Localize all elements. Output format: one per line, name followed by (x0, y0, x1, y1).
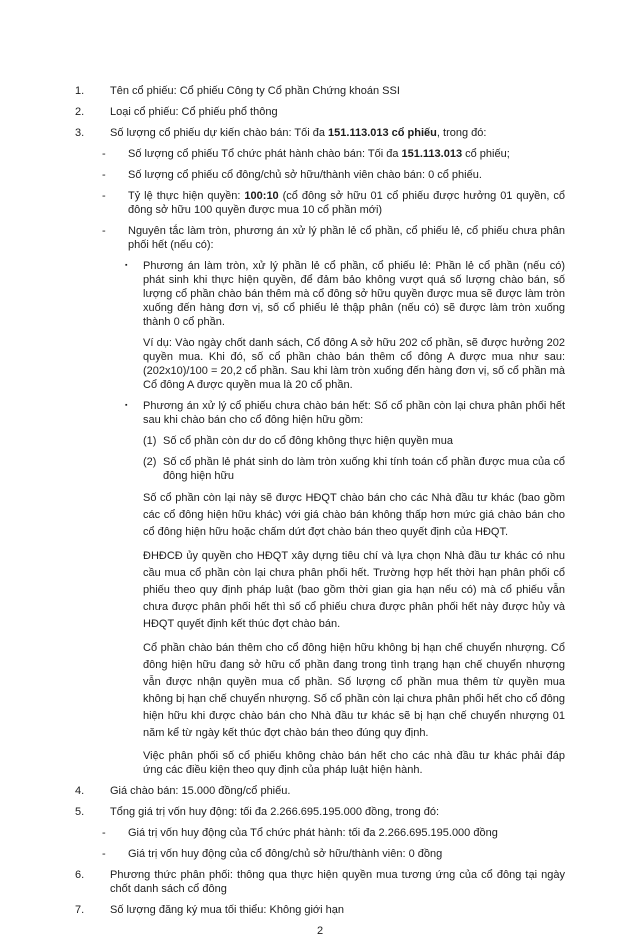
item-text: Số cổ phần lẻ phát sinh do làm tròn xuống khi tính toán cổ phần được mua của cổ đông hiện hữu (163, 456, 565, 482)
item-text: Số lượng cổ phiếu cổ đông/chủ sở hữu/thành viên chào bán: 0 cổ phiếu. (128, 169, 482, 181)
paragraph: Cổ phần chào bán thêm cho cổ đông hiện hữu không bị hạn chế chuyển nhượng. Cổ đông hiện hữu đang sở hữu cổ phần đang trong tình trạng hạn chế chuyển nhượng vẫn được nhận quyền mua cổ phần. Số lượng cổ phần mua thêm từ quyền mua không bị hạn chế chuyển nhượng. Số cổ phần còn lại chưa phân phối hết cho cổ đông hiện hữu khi được chào bán cho Nhà đầu tư khác sẽ bị hạn chế chuyển nhượng 01 năm kể từ ngày kết thúc đợt chào bán theo đúng quy định. (143, 642, 565, 739)
dash-marker: - (102, 827, 106, 839)
paragraph: ĐHĐCĐ ủy quyền cho HĐQT xây dựng tiêu chí và lựa chọn Nhà đầu tư khác có nhu cầu mua cổ phần còn lại chưa phân phối hết. Trường hợp hết thời hạn phân phối cổ phiếu theo quy định pháp luật (bao gồm thời gian gia hạn nếu có) mà cổ phiếu vẫn chưa được phân phối hết thì số cổ phiếu chưa được phân phối hết này được hủy và HĐQT quyết định kết thúc đợt chào bán. (143, 550, 565, 630)
dash-marker: - (102, 148, 106, 160)
dash-item (102, 224, 565, 252)
item-text: Số lượng đăng ký mua tối thiểu: Không giới hạn (110, 904, 344, 916)
dash-marker: - (102, 190, 106, 202)
dash-marker: - (102, 225, 106, 237)
numbered-sub-item (143, 434, 565, 448)
item-text: Giá trị vốn huy động của cổ đông/chủ sở hữu/thành viên: 0 đồng (128, 848, 443, 860)
sub-item-number: (1) (143, 435, 157, 447)
item-text: Phương án làm tròn, xử lý phần lẻ cổ phần, cổ phiếu lẻ: Phần lẻ cổ phần (nếu có) phát sinh khi thực hiện quyền, để đảm bảo không vượt quá số lượng chào bán, số lượng cổ phần chào bán thêm mà cổ đông sở hữu quyền được mua sẽ được làm tròn xuống đến hàng đơn vị, số cổ phiếu lẻ thập phân (nếu có) sẽ được làm tròn xuống thành 0 cổ phần. (143, 260, 565, 328)
item-text: Số cổ phần còn dư do cổ đông không thực hiện quyền mua (163, 435, 453, 447)
item-text (128, 189, 565, 217)
page-number: 2 (316, 925, 324, 937)
item-number: 5. (75, 806, 85, 818)
text-segment: Tỷ lệ thực hiện quyền: (128, 190, 245, 202)
list-item-3 (75, 126, 565, 140)
numbered-sub-item (143, 455, 565, 483)
bullet-item (125, 259, 565, 329)
bullet-item (125, 399, 565, 427)
item-number: 4. (75, 785, 85, 797)
text-segment: , trong đó: (436, 127, 487, 139)
dash-marker: - (102, 848, 106, 860)
example-paragraph: Ví dụ: Vào ngày chốt danh sách, Cổ đông A sở hữu 202 cổ phần, sẽ được hưởng 202 quyền mua. Khi đó, số cổ phần chào bán thêm cổ đông A được mua như sau: (202x10)/100 = 20,2 cổ phần. Sau khi làm tròn xuống đến hàng đơn vị, số cổ phần mà Cổ đông A được quyền mua là 20 cổ phần. (143, 337, 565, 391)
square-bullet-icon: ▪ (125, 402, 128, 409)
square-bullet-icon: ▪ (125, 262, 128, 269)
item-number: 3. (75, 127, 85, 139)
item-number: 7. (75, 904, 85, 916)
dash-item (102, 168, 565, 182)
list-item-6 (75, 868, 565, 896)
item-text: Loại cổ phiếu: Cổ phiếu phổ thông (110, 106, 278, 118)
item-text: Giá trị vốn huy động của Tổ chức phát hành: tối đa 2.266.695.195.000 đồng (128, 827, 498, 839)
text-segment: (cổ đông sở hữu 01 cổ phiếu được hưởng 01 quyền, cổ đông sở hữu 100 quyền được mua 10 cổ phần mới) (128, 190, 565, 216)
dash-marker: - (102, 169, 106, 181)
item-text: Tên cổ phiếu: Cổ phiếu Công ty Cổ phần Chứng khoán SSI (110, 85, 400, 97)
item-text: Phương thức phân phối: thông qua thực hiện quyền mua tương ứng của cổ đông tại ngày chốt danh sách cổ đông (110, 869, 565, 895)
dash-item (102, 847, 565, 861)
item-text: Phương án xử lý cổ phiếu chưa chào bán hết: Số cổ phần còn lại chưa phân phối hết sau khi chào bán cho cổ đông hiện hữu gồm: (143, 400, 565, 426)
bold-value: 151.113.013 cổ phiếu (328, 127, 437, 139)
item-text: Nguyên tắc làm tròn, phương án xử lý phần lẻ cổ phần, cổ phiếu lẻ, cổ phiếu chưa phân phối hết (nếu có): (128, 225, 565, 251)
list-item-5 (75, 805, 565, 819)
list-item-4 (75, 784, 565, 798)
item-number: 2. (75, 106, 85, 118)
dash-item (102, 826, 565, 840)
item-number: 6. (75, 869, 85, 881)
dash-item (102, 189, 565, 217)
dash-item (102, 147, 565, 161)
list-item-1 (75, 84, 565, 98)
paragraph: Việc phân phối số cổ phiếu không chào bán hết cho các nhà đầu tư khác phải đáp ứng các điều kiện theo quy định của pháp luật hiện hành. (143, 750, 565, 776)
item-text: Giá chào bán: 15.000 đồng/cổ phiếu. (110, 785, 291, 797)
text-segment: Số lượng cổ phiếu dự kiến chào bán: Tối đa (110, 127, 329, 139)
item-text (110, 126, 565, 140)
list-item-2 (75, 105, 565, 119)
text-segment: cổ phiếu; (462, 148, 510, 160)
item-number: 1. (75, 85, 85, 97)
item-text (128, 147, 565, 161)
bold-value: 100:10 (244, 190, 279, 202)
item-text: Tổng giá trị vốn huy động: tối đa 2.266.695.195.000 đồng, trong đó: (110, 806, 440, 818)
bold-value: 151.113.013 (401, 148, 463, 160)
text-segment: Số lượng cổ phiếu Tổ chức phát hành chào bán: Tối đa (128, 148, 402, 160)
sub-item-number: (2) (143, 456, 157, 468)
paragraph: Số cổ phần còn lại này sẽ được HĐQT chào bán cho các Nhà đầu tư khác (bao gồm các cổ đông hiện hữu khác) với giá chào bán không thấp hơn mức giá chào bán cho cổ đông hiện hữu hoặc chấm dứt đợt chào bán theo quyết định của HĐQT. (143, 492, 565, 538)
list-item-7 (75, 903, 565, 917)
